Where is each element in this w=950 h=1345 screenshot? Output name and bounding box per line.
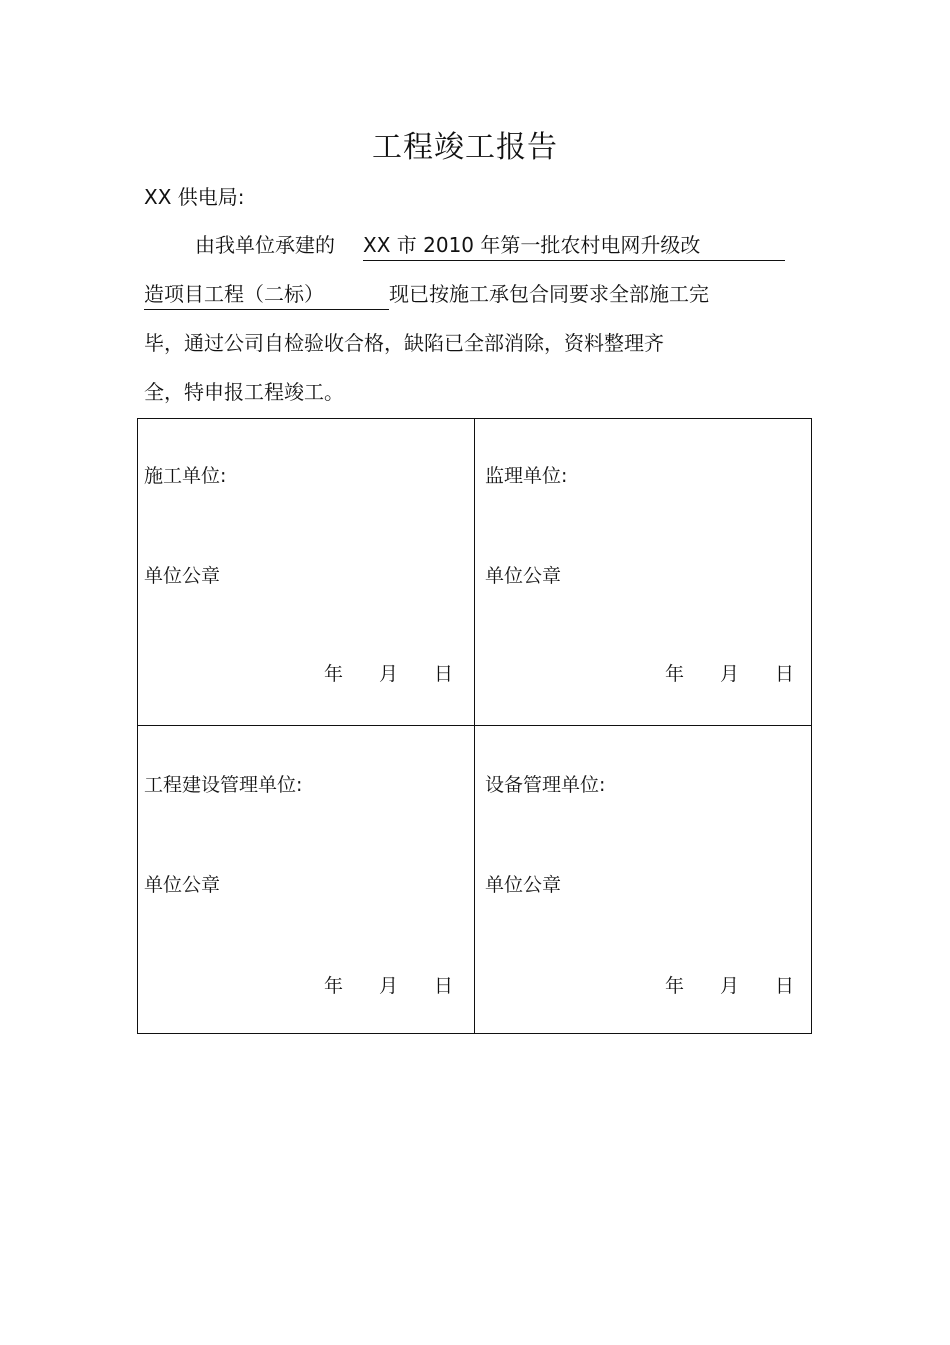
equipment-management-unit-date [665,971,794,998]
project-management-unit-seal: 单位公章 [144,874,221,896]
signature-table [137,418,812,1034]
date-year: 年 [665,975,685,997]
body-line-2-suffix: 现已按施工承包合同要求全部施工完 [389,282,709,306]
supervision-unit-label: 监理单位: [485,465,568,487]
table-divider-vertical [474,419,475,1033]
project-management-unit-label: 工程建设管理单位: [144,774,303,796]
date-day: 日 [434,975,454,997]
construction-unit-label: 施工单位: [144,465,227,487]
project-management-unit-date [324,971,453,998]
table-divider-horizontal [138,725,811,726]
supervision-unit-date [665,659,794,686]
page-title: 工程竣工报告 [372,130,558,165]
date-day: 日 [434,663,454,685]
date-month: 月 [379,663,399,685]
body-line-4: 全，特申报工程竣工。 [144,380,344,404]
date-day: 日 [775,975,795,997]
date-year: 年 [665,663,685,685]
date-year: 年 [324,975,344,997]
body-line-1-prefix: 由我单位承建的 [195,233,335,257]
body-line-2 [144,278,709,310]
date-year: 年 [324,663,344,685]
body-line-3: 毕，通过公司自检验收合格，缺陷已全部消除，资料整理齐 [144,331,664,355]
equipment-management-unit-label: 设备管理单位: [485,774,606,796]
date-day: 日 [775,663,795,685]
equipment-management-unit-seal: 单位公章 [485,874,562,896]
body-line-1 [195,229,785,261]
supervision-unit-seal: 单位公章 [485,565,562,587]
addressee: XX 供电局: [144,185,245,209]
project-name-part-1: XX 市 2010 年第一批农村电网升级改 [363,229,785,261]
construction-unit-date [324,659,453,686]
date-month: 月 [379,975,399,997]
date-month: 月 [720,663,740,685]
project-name-part-2: 造项目工程（二标） [144,278,389,310]
date-month: 月 [720,975,740,997]
construction-unit-seal: 单位公章 [144,565,221,587]
